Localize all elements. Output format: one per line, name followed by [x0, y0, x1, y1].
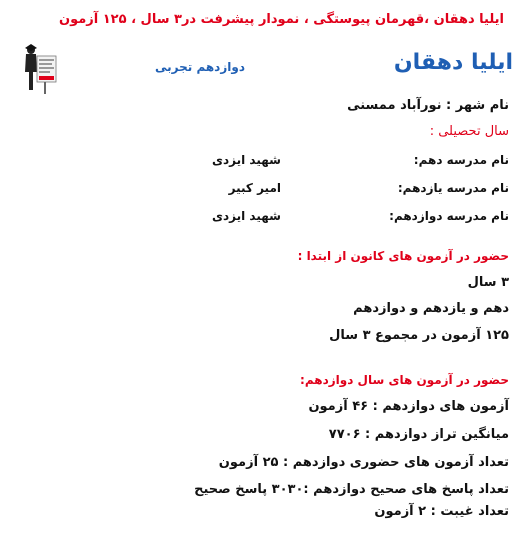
twelfth-line: آزمون های دوازدهم : ۴۶ آزمون — [308, 399, 509, 414]
student-name: ایلیا دهقان — [393, 50, 513, 75]
attendance-line: دهم و یازدهم و دوازدهم — [353, 301, 509, 316]
twelfth-line: تعداد غیبت : ۲ آزمون — [374, 504, 509, 519]
school-10-label: نام مدرسه دهم: — [413, 153, 509, 167]
attendance-line: ۳ سال — [467, 275, 509, 290]
graduate-billboard-icon — [22, 42, 58, 98]
twelfth-line: میانگین تراز دوازدهم : ۷۷۰۶ — [328, 427, 509, 442]
city-line: نام شهر : نورآباد ممسنی — [347, 98, 509, 113]
school-12-value: شهید ایزدی — [212, 209, 281, 223]
twelfth-line: تعداد آزمون های حضوری دوازدهم : ۲۵ آزمون — [218, 455, 509, 470]
school-11-value: امیر کبیر — [228, 181, 281, 195]
page-title: ایلیا دهقان ،قهرمان پیوستگی ، نمودار پیشرفت در۳ سال ، ۱۲۵ آزمون — [58, 12, 505, 27]
student-grade: دوازدهم تجربی — [155, 60, 245, 74]
attendance-heading: حضور در آزمون های کانون از ابتدا : — [297, 249, 509, 263]
school-10-value: شهید ایزدی — [212, 153, 281, 167]
twelfth-line: تعداد پاسخ های صحیح دوازدهم :۳۰۳۰ پاسخ صحیح — [194, 482, 509, 497]
attendance-line: ۱۲۵ آزمون در مجموع ۳ سال — [329, 328, 509, 343]
academic-year-heading: سال تحصیلی : — [429, 124, 509, 139]
school-11-label: نام مدرسه یازدهم: — [397, 181, 509, 195]
twelfth-heading: حضور در آزمون های سال دوازدهم: — [300, 373, 509, 387]
school-12-label: نام مدرسه دوازدهم: — [389, 209, 509, 223]
